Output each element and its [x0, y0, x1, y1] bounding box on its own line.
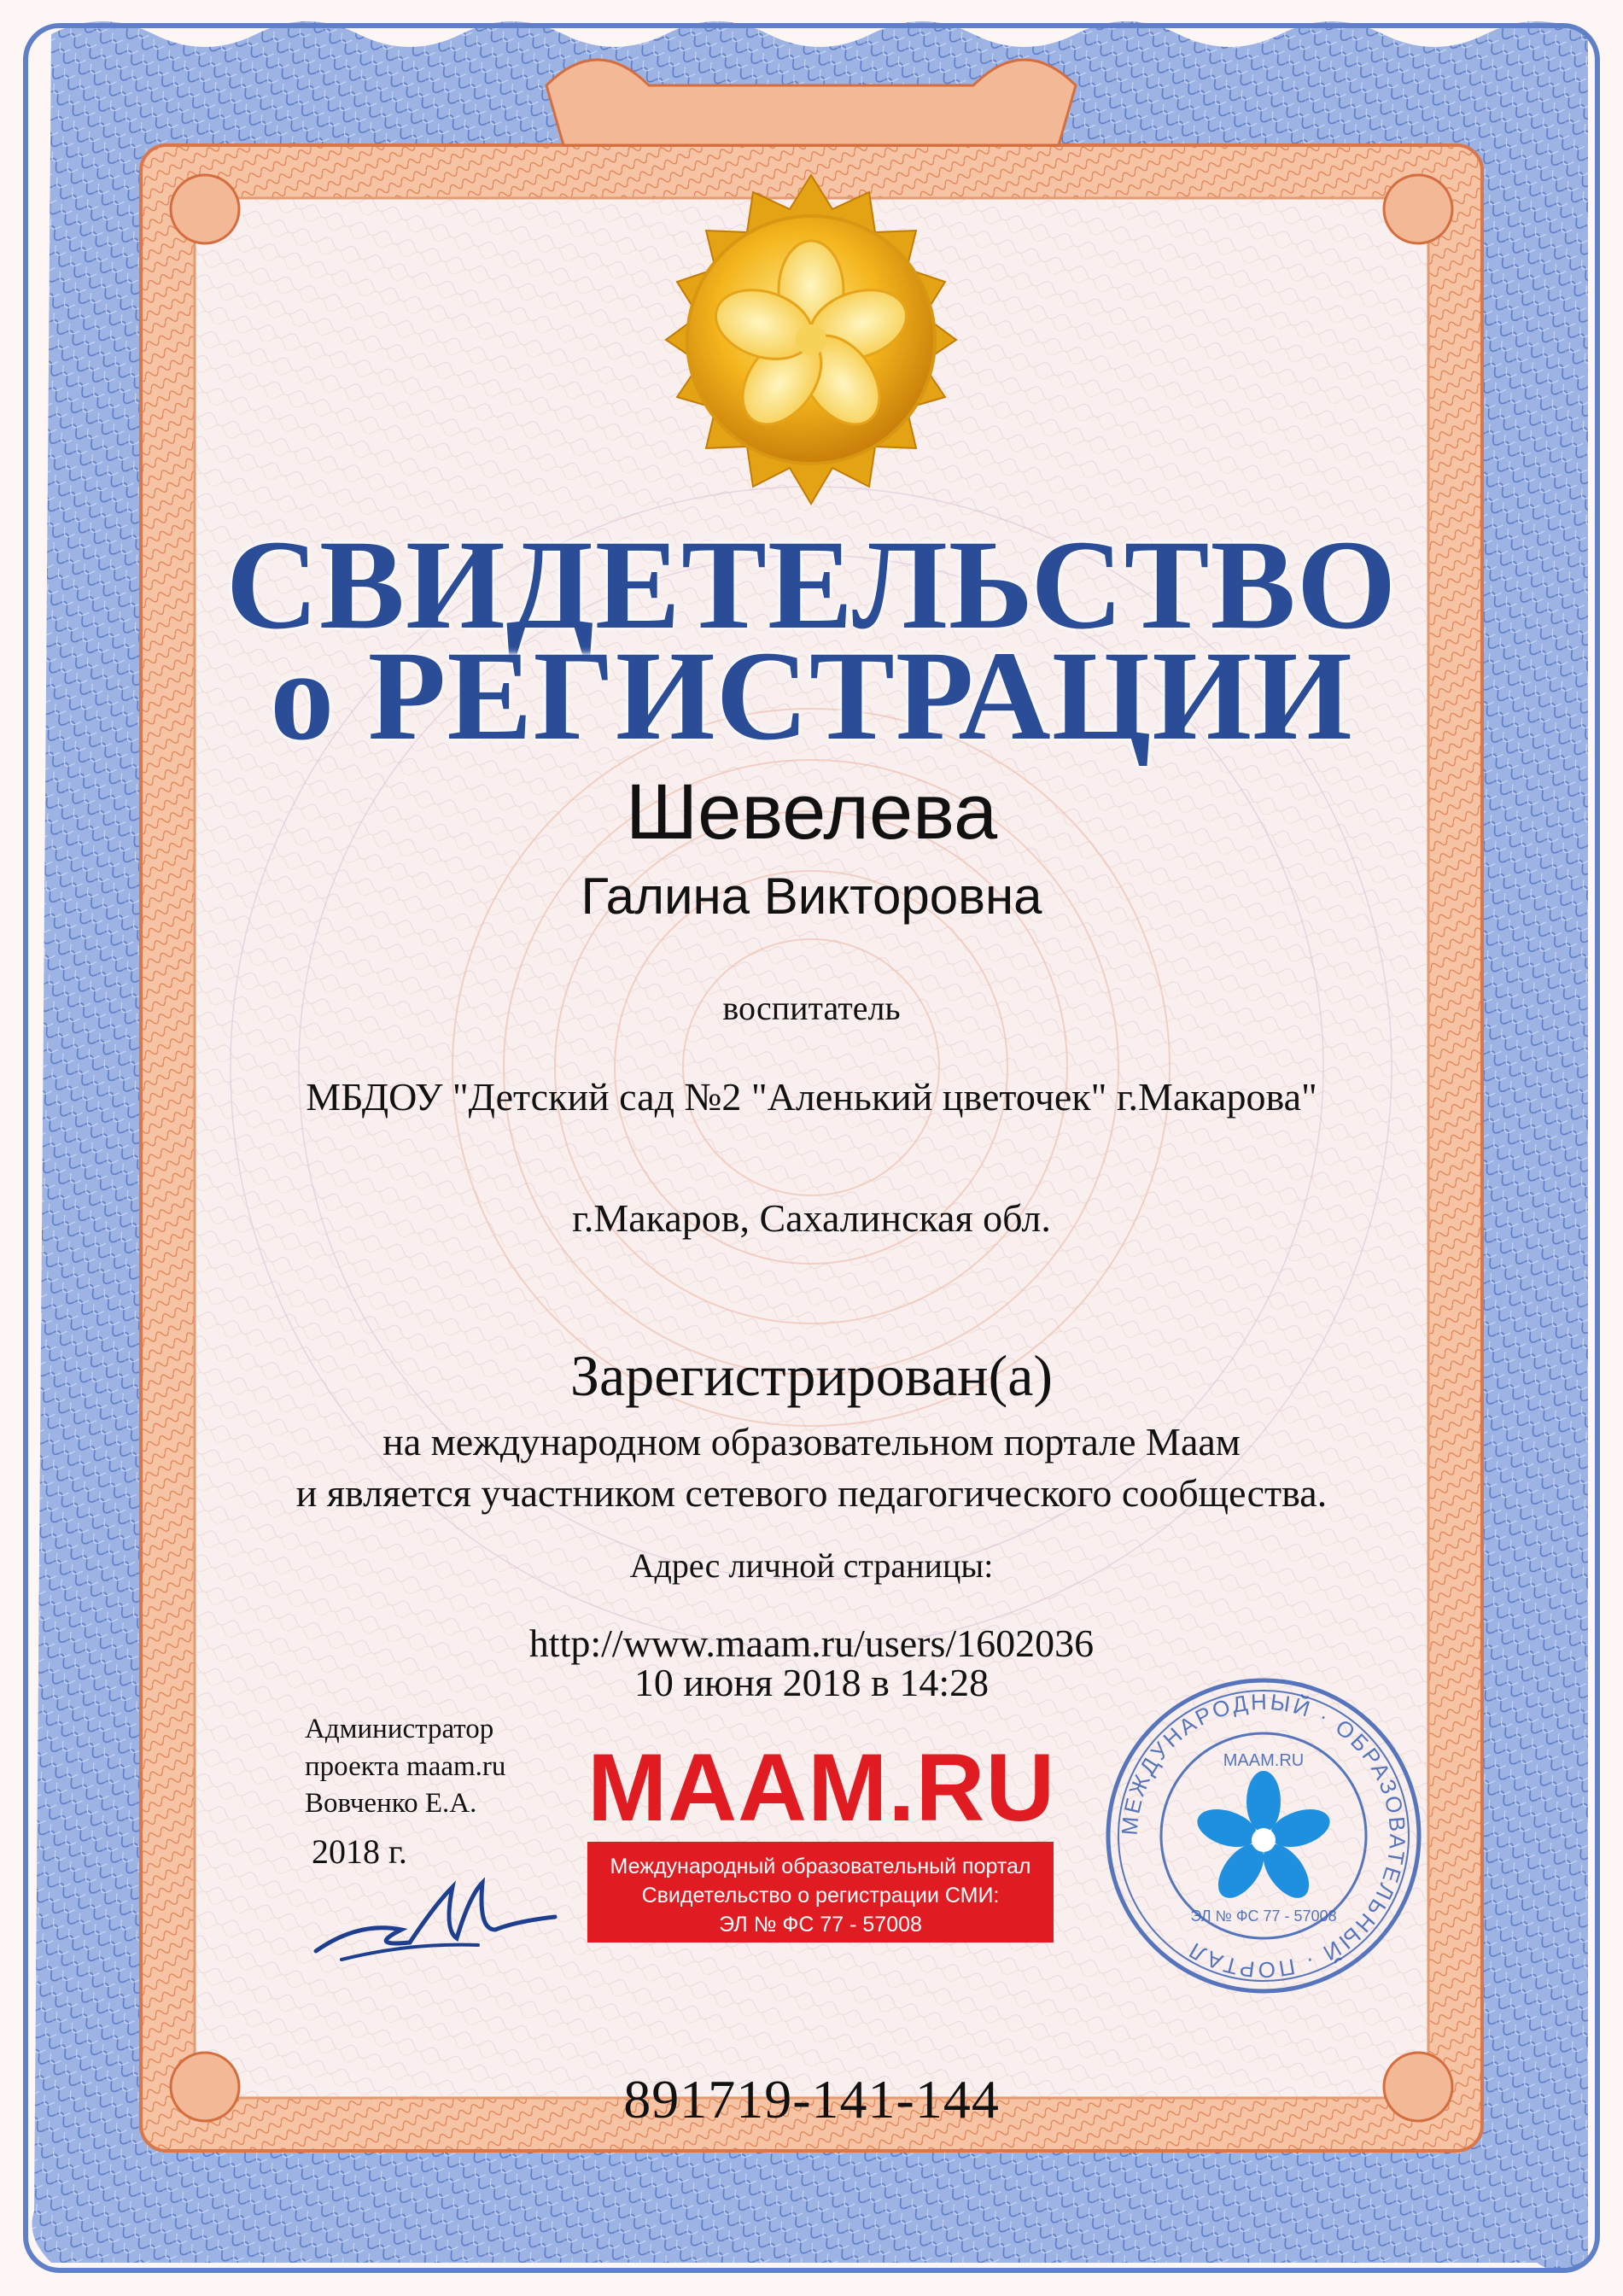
certificate-number: 891719-141-144 [623, 2069, 1000, 2129]
registered-heading: Зарегистрирован(а) [569, 1343, 1054, 1408]
address-label: Адрес личной страницы: [629, 1546, 994, 1585]
official-stamp [1101, 1674, 1426, 1998]
stamp-ring-text: МЕЖДУНАРОДНЫЙ · ОБРАЗОВАТЕЛЬНЫЙ · ПОРТАЛ [1116, 1688, 1411, 1983]
logo-caption-line-3: ЭЛ № ФС 77 - 57008 [719, 1913, 922, 1937]
stamp-reg-text: ЭЛ № ФС 77 - 57008 [1190, 1907, 1337, 1925]
logo-wordmark: MAAM.RU [587, 1734, 1056, 1841]
recipient-given-names: Галина Викторовна [581, 868, 1042, 925]
signature-icon [307, 1870, 563, 1972]
title-line-1: СВИДЕТЕЛЬСТВО [225, 514, 1398, 656]
admin-project: проекта maam.ru [305, 1751, 506, 1782]
recipient-city: г.Макаров, Сахалинская обл. [572, 1196, 1051, 1240]
stamp-inner-text: MAAM.RU [1223, 1751, 1305, 1770]
admin-year: 2018 г. [312, 1832, 407, 1871]
logo-caption-line-2: Свидетельство о регистрации СМИ: [641, 1884, 1000, 1907]
logo-caption [587, 1842, 1054, 1943]
recipient-organization: МБДОУ "Детский сад №2 "Аленький цветочек" г.Макарова" [306, 1075, 1317, 1119]
recipient-surname: Шевелева [625, 768, 998, 856]
maam-logo [587, 1734, 1056, 1943]
recipient-position: воспитатель [722, 989, 901, 1027]
registration-date: 10 июня 2018 в 14:28 [633, 1661, 990, 1704]
registration-text-line-2: и является участником сетевого педагогического сообщества. [295, 1471, 1328, 1515]
admin-name: Вовченко Е.А. [305, 1788, 477, 1819]
blue-asterisk-flower-icon [1193, 1771, 1334, 1906]
admin-title: Администратор [305, 1714, 494, 1744]
personal-page-url[interactable]: http://www.maam.ru/users/1602036 [528, 1621, 1095, 1665]
registration-text-line-1: на международном образовательном портале Маам [382, 1420, 1241, 1463]
title-line-2: о РЕГИСТРАЦИИ [270, 625, 1353, 767]
logo-caption-line-1: Международный образовательный портал [610, 1855, 1031, 1878]
